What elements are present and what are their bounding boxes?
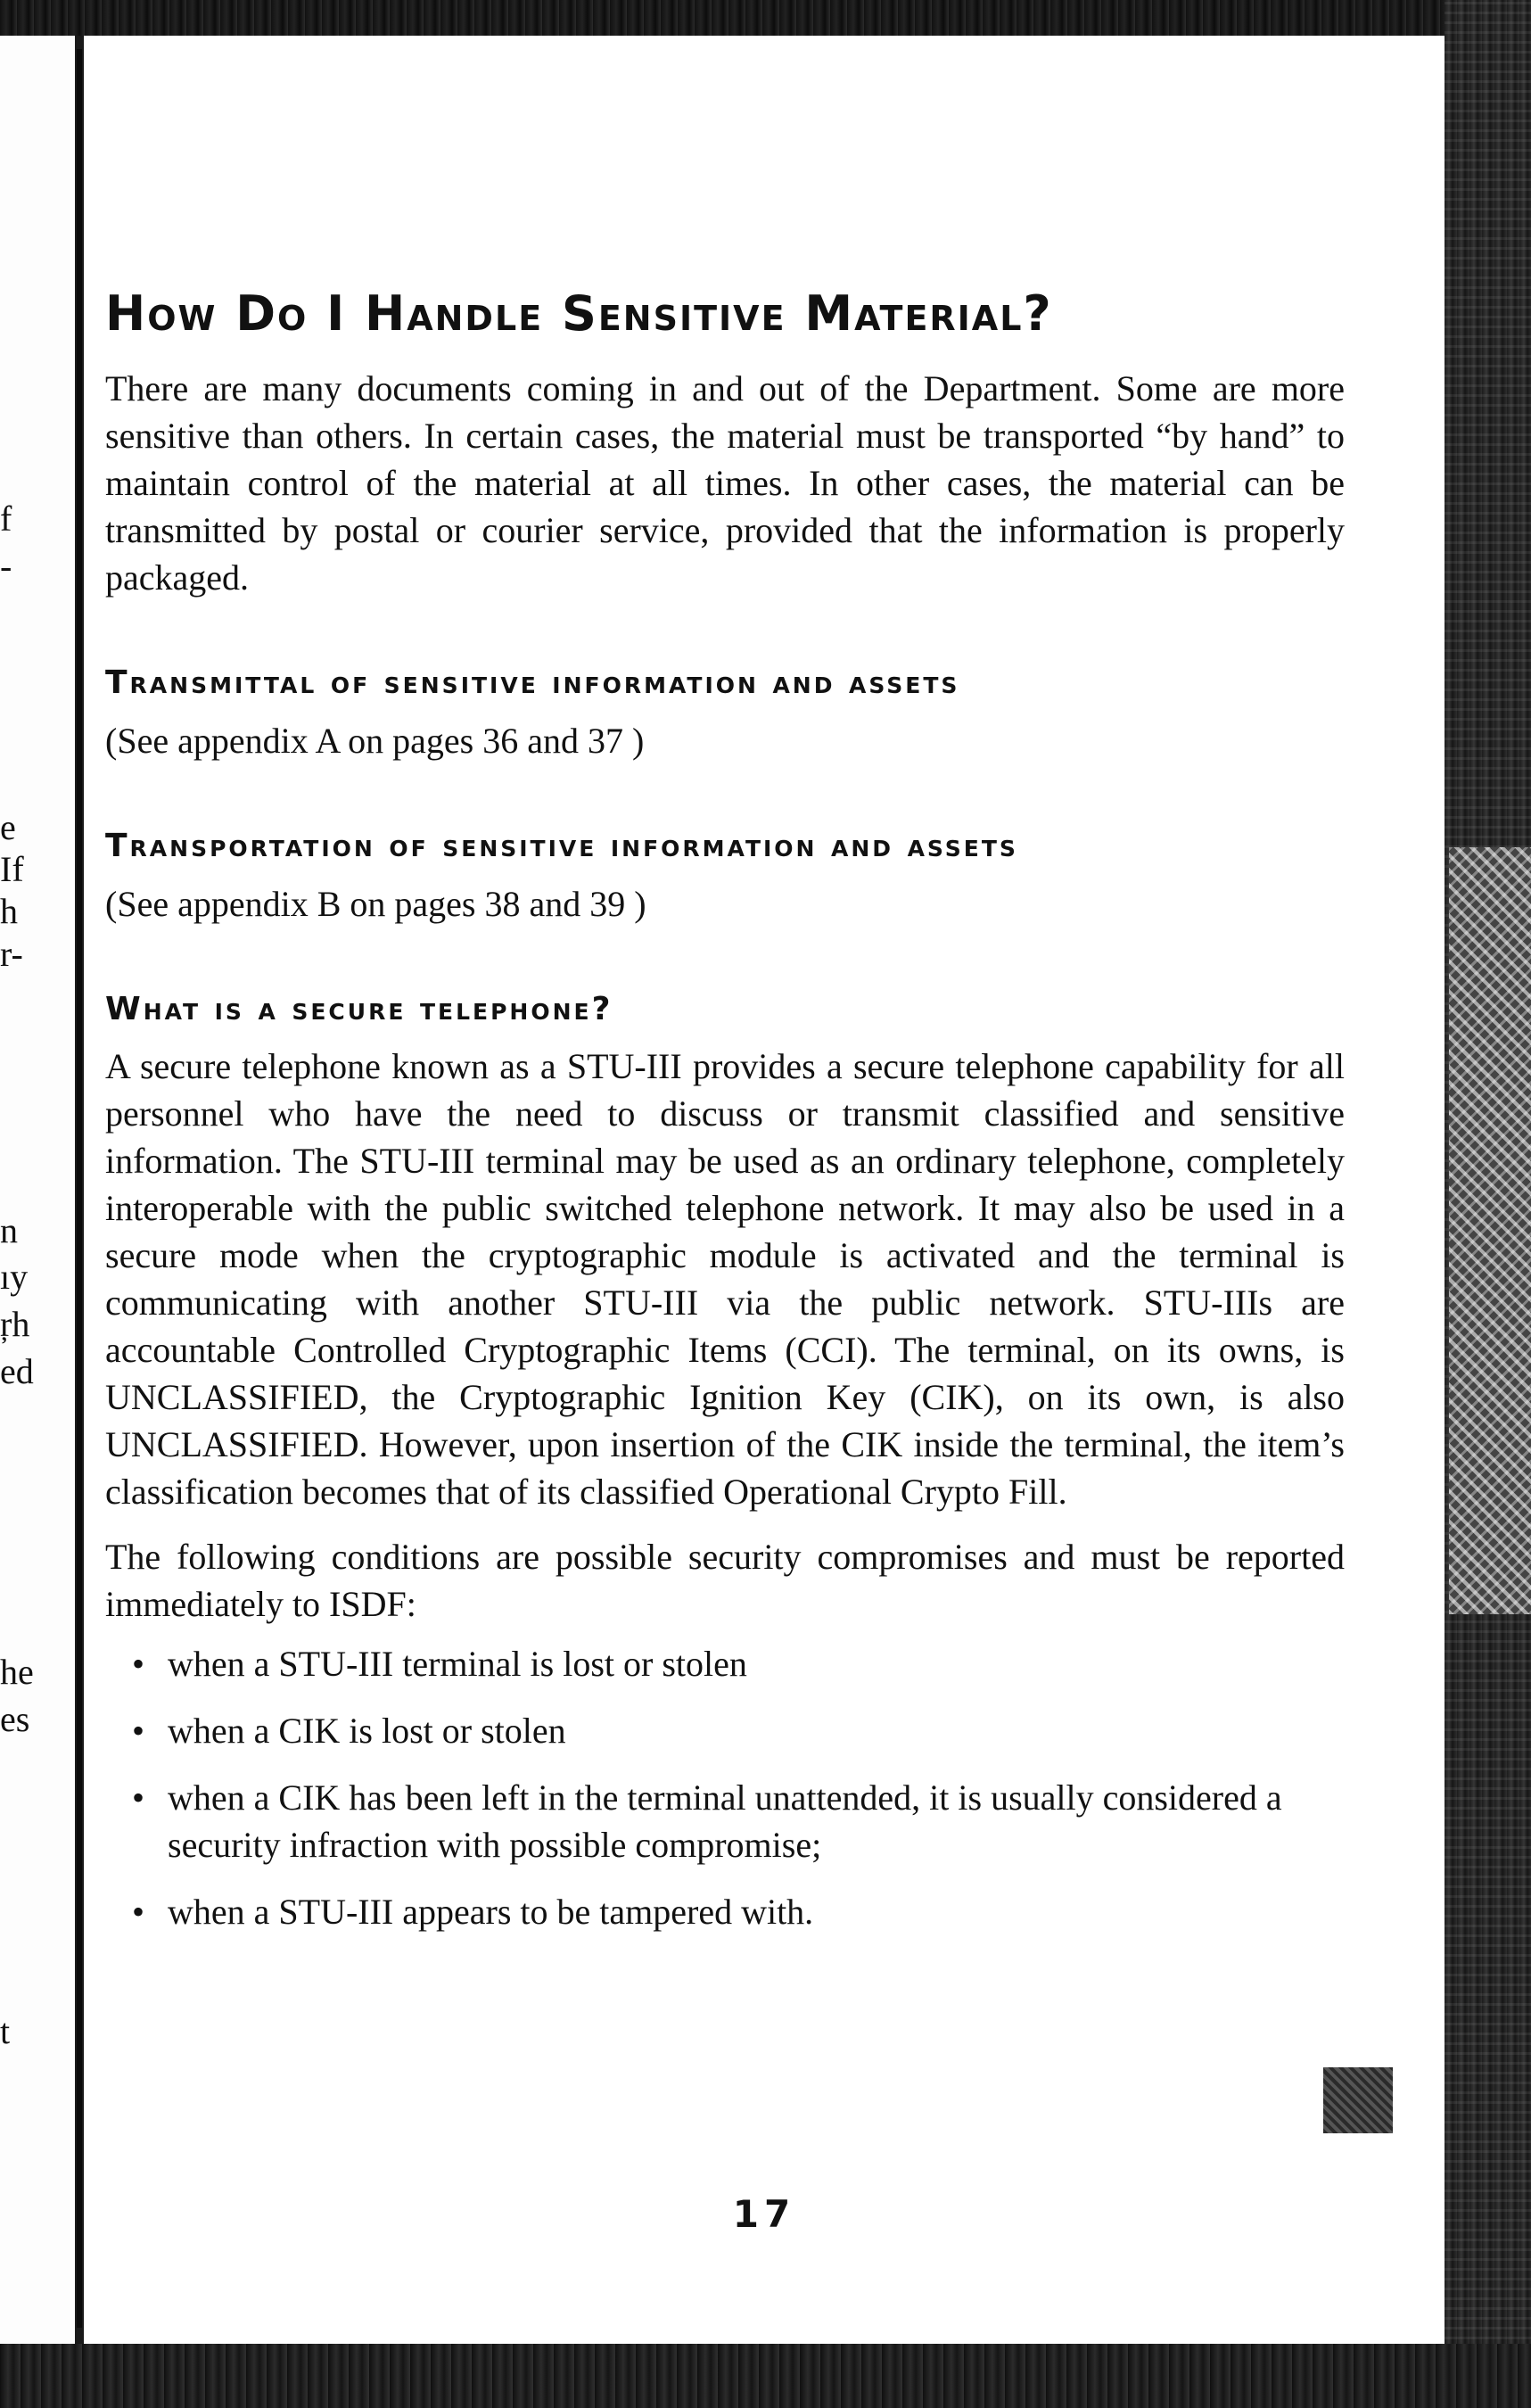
secure-telephone-paragraph: A secure telephone known as a STU-III provides a secure telephone capability for all personnel who have the need to discuss or transmit classified and sensitive information. The STU-III terminal may be used as an ordinary telephone, completely interoperable with the public switched telephone network. It may also be used in a secure mode when the cryptographic module is activated and the terminal is communicating with another STU-III via the public network. STU-IIIs are accountable Controlled Cryptographic Items (CCI). The terminal, on its owns, is UNCLASSIFIED, the Cryptographic Ignition Key (CIK), on its own, is also UNCLASSIFIED. However, upon insertion of the CIK inside the terminal, the item’s classification becomes that of its classified Operational Crypto Fill. xyxy=(105,1046,1345,1513)
bullet-icon: • xyxy=(132,1644,145,1685)
section-reference-transportation: (See appendix B on pages 38 and 39 ) xyxy=(105,883,646,924)
conditions-intro: The following conditions are possible security compromises and must be reported immediately to ISDF: xyxy=(105,1537,1345,1625)
list-item xyxy=(132,1707,1345,1754)
previous-page-edge xyxy=(0,36,75,2344)
page-content xyxy=(105,287,1345,1955)
previous-page-fragment: ŗh xyxy=(0,1304,30,1344)
scan-noise-patch xyxy=(1449,847,1531,1614)
bullet-icon: • xyxy=(132,1892,145,1933)
page-number: 17 xyxy=(732,2192,796,2236)
conditions-list xyxy=(105,1640,1345,1935)
previous-page-fragment: es xyxy=(0,1699,30,1739)
previous-page-fragment: ıy xyxy=(0,1257,29,1297)
list-item xyxy=(132,1640,1345,1687)
previous-page-fragment: n xyxy=(0,1210,18,1250)
corner-marker-icon xyxy=(1323,2067,1393,2133)
bullet-icon: • xyxy=(132,1711,145,1752)
previous-page-fragment: f xyxy=(0,499,12,539)
scan-border-bottom xyxy=(0,2344,1531,2408)
list-item-text: when a STU-III appears to be tampered with. xyxy=(168,1892,814,1933)
previous-page-fragment: - xyxy=(0,546,12,586)
list-item-text: when a STU-III terminal is lost or stolen xyxy=(168,1644,747,1685)
previous-page-fragment: h xyxy=(0,891,18,931)
previous-page-fragment: ed xyxy=(0,1351,34,1391)
previous-page-fragment: If xyxy=(0,849,24,889)
scan-border-top xyxy=(0,0,1531,36)
list-item-text: when a CIK is lost or stolen xyxy=(168,1711,566,1752)
previous-page-fragment: t xyxy=(0,2011,11,2051)
list-item xyxy=(132,1774,1345,1868)
previous-page-fragment: r- xyxy=(0,934,23,974)
intro-paragraph: There are many documents coming in and out of the Department. Some are more sensitive than others. In certain cases, the material must be transported “by hand” to maintain control of the material at all times. In other cases, the material can be transmitted by postal or courier service, provided that the information is properly packaged. xyxy=(105,368,1345,598)
bullet-icon: • xyxy=(132,1777,145,1818)
section-heading-transmittal: Transmittal of sensitive information and assets xyxy=(105,664,960,702)
binding-gutter-line xyxy=(77,49,82,2328)
list-item-text: when a CIK has been left in the terminal unattended, it is usually considered a security infraction with possible compromise; xyxy=(168,1777,1282,1866)
document-page xyxy=(84,36,1445,2344)
previous-page-fragment: e xyxy=(0,807,16,847)
previous-page-fragment: he xyxy=(0,1652,34,1692)
section-heading-secure-telephone: What is a secure telephone? xyxy=(105,990,613,1027)
page-title: How Do I Handle Sensitive Material? xyxy=(105,285,1053,342)
section-heading-transportation: Transportation of sensitive information and assets xyxy=(105,827,1018,864)
section-reference-transmittal: (See appendix A on pages 36 and 37 ) xyxy=(105,720,645,761)
list-item xyxy=(132,1888,1345,1935)
